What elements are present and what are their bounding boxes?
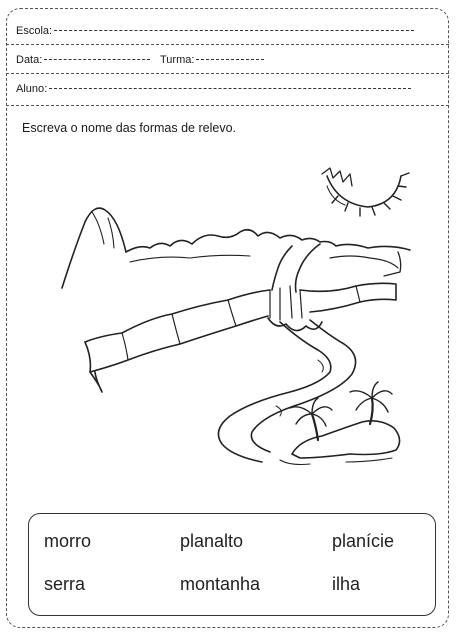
sun-icon [322, 168, 409, 216]
school-label: Escola: [16, 25, 53, 37]
morro-hill [62, 208, 126, 288]
palm-tree-icon [290, 398, 332, 440]
word-planicie: planície [332, 531, 395, 551]
class-label: Turma: [160, 54, 195, 66]
word-montanha: montanha [180, 574, 261, 594]
date-label: Data: [16, 54, 43, 66]
word-morro: morro [44, 531, 92, 551]
ilha-island [292, 421, 400, 458]
word-ilha: ilha [332, 574, 361, 594]
palm-tree-icon-2 [350, 382, 392, 424]
waterfall [270, 286, 302, 320]
serra-range [126, 230, 410, 252]
river [218, 322, 330, 462]
instruction-text: Escreva o nome das formas de relevo. [22, 121, 236, 135]
word-bank-box [28, 513, 436, 616]
word-serra: serra [44, 574, 86, 594]
word-planalto: planalto [180, 531, 244, 551]
student-label: Aluno: [16, 83, 48, 95]
